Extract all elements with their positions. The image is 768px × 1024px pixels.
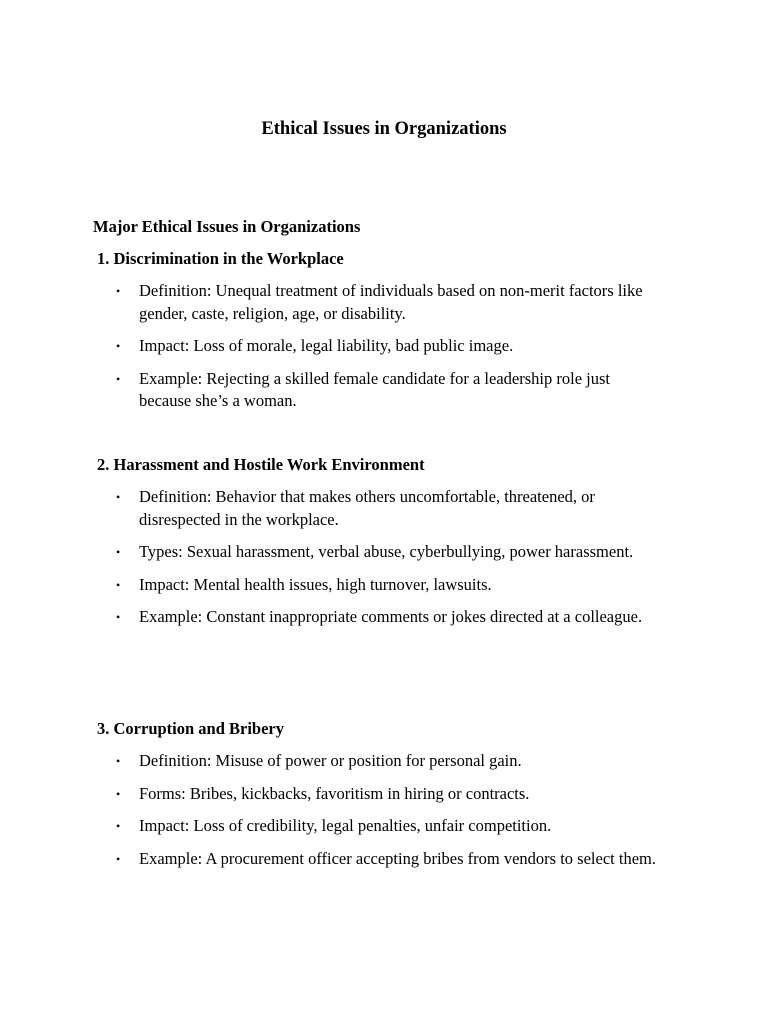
list-item [97, 335, 677, 358]
list-item [97, 750, 677, 773]
list-item [97, 541, 677, 564]
document-title: Ethical Issues in Organizations [261, 119, 507, 139]
bullet-text: Definition: Unequal treatment of individuals based on non-merit factors like gender, caste, religion, age, or disability. [139, 281, 643, 323]
list-item [97, 574, 677, 597]
bullet-text: Example: A procurement officer accepting bribes from vendors to select them. [139, 848, 656, 868]
bullet-icon: • [116, 754, 121, 768]
bullet-icon: • [116, 490, 121, 504]
list-item [97, 815, 677, 838]
list-item [97, 606, 677, 629]
list-item [97, 848, 677, 871]
major-heading: Major Ethical Issues in Organizations [93, 217, 361, 236]
bullet-icon: • [116, 284, 121, 298]
section-heading: 3. Corruption and Bribery [97, 719, 285, 738]
bullet-text: Example: Rejecting a skilled female candidate for a leadership role just because she’s a woman. [139, 368, 610, 410]
section-heading: 1. Discrimination in the Workplace [97, 249, 344, 268]
section-heading: 2. Harassment and Hostile Work Environment [97, 455, 425, 474]
section-corruption [97, 718, 677, 880]
bullet-text: Definition: Behavior that makes others uncomfortable, threatened, or disrespected in the workplace. [139, 487, 595, 529]
bullet-list [97, 750, 677, 870]
bullet-text: Impact: Loss of credibility, legal penalties, unfair competition. [139, 816, 552, 835]
list-item [97, 368, 677, 413]
section-harassment [97, 454, 677, 639]
bullet-icon: • [116, 851, 121, 866]
bullet-text: Forms: Bribes, kickbacks, favoritism in hiring or contracts. [139, 783, 530, 803]
bullet-list [97, 486, 677, 629]
bullet-list [97, 280, 677, 413]
bullet-text: Types: Sexual harassment, verbal abuse, cyberbullying, power harassment. [139, 542, 634, 561]
bullet-icon: • [116, 610, 121, 624]
list-item [97, 280, 677, 325]
list-item [97, 486, 677, 531]
bullet-text: Example: Constant inappropriate comments or jokes directed at a colleague. [139, 607, 643, 626]
bullet-icon: • [116, 577, 121, 592]
bullet-icon: • [116, 339, 121, 353]
bullet-text: Impact: Loss of morale, legal liability, bad public image. [139, 336, 514, 355]
bullet-icon: • [116, 786, 121, 801]
bullet-icon: • [116, 371, 121, 386]
bullet-text: Definition: Misuse of power or position for personal gain. [139, 751, 522, 770]
bullet-icon: • [116, 819, 121, 833]
bullet-icon: • [116, 545, 121, 559]
list-item [97, 783, 677, 806]
section-discrimination [97, 248, 677, 423]
bullet-text: Impact: Mental health issues, high turnover, lawsuits. [139, 574, 492, 594]
